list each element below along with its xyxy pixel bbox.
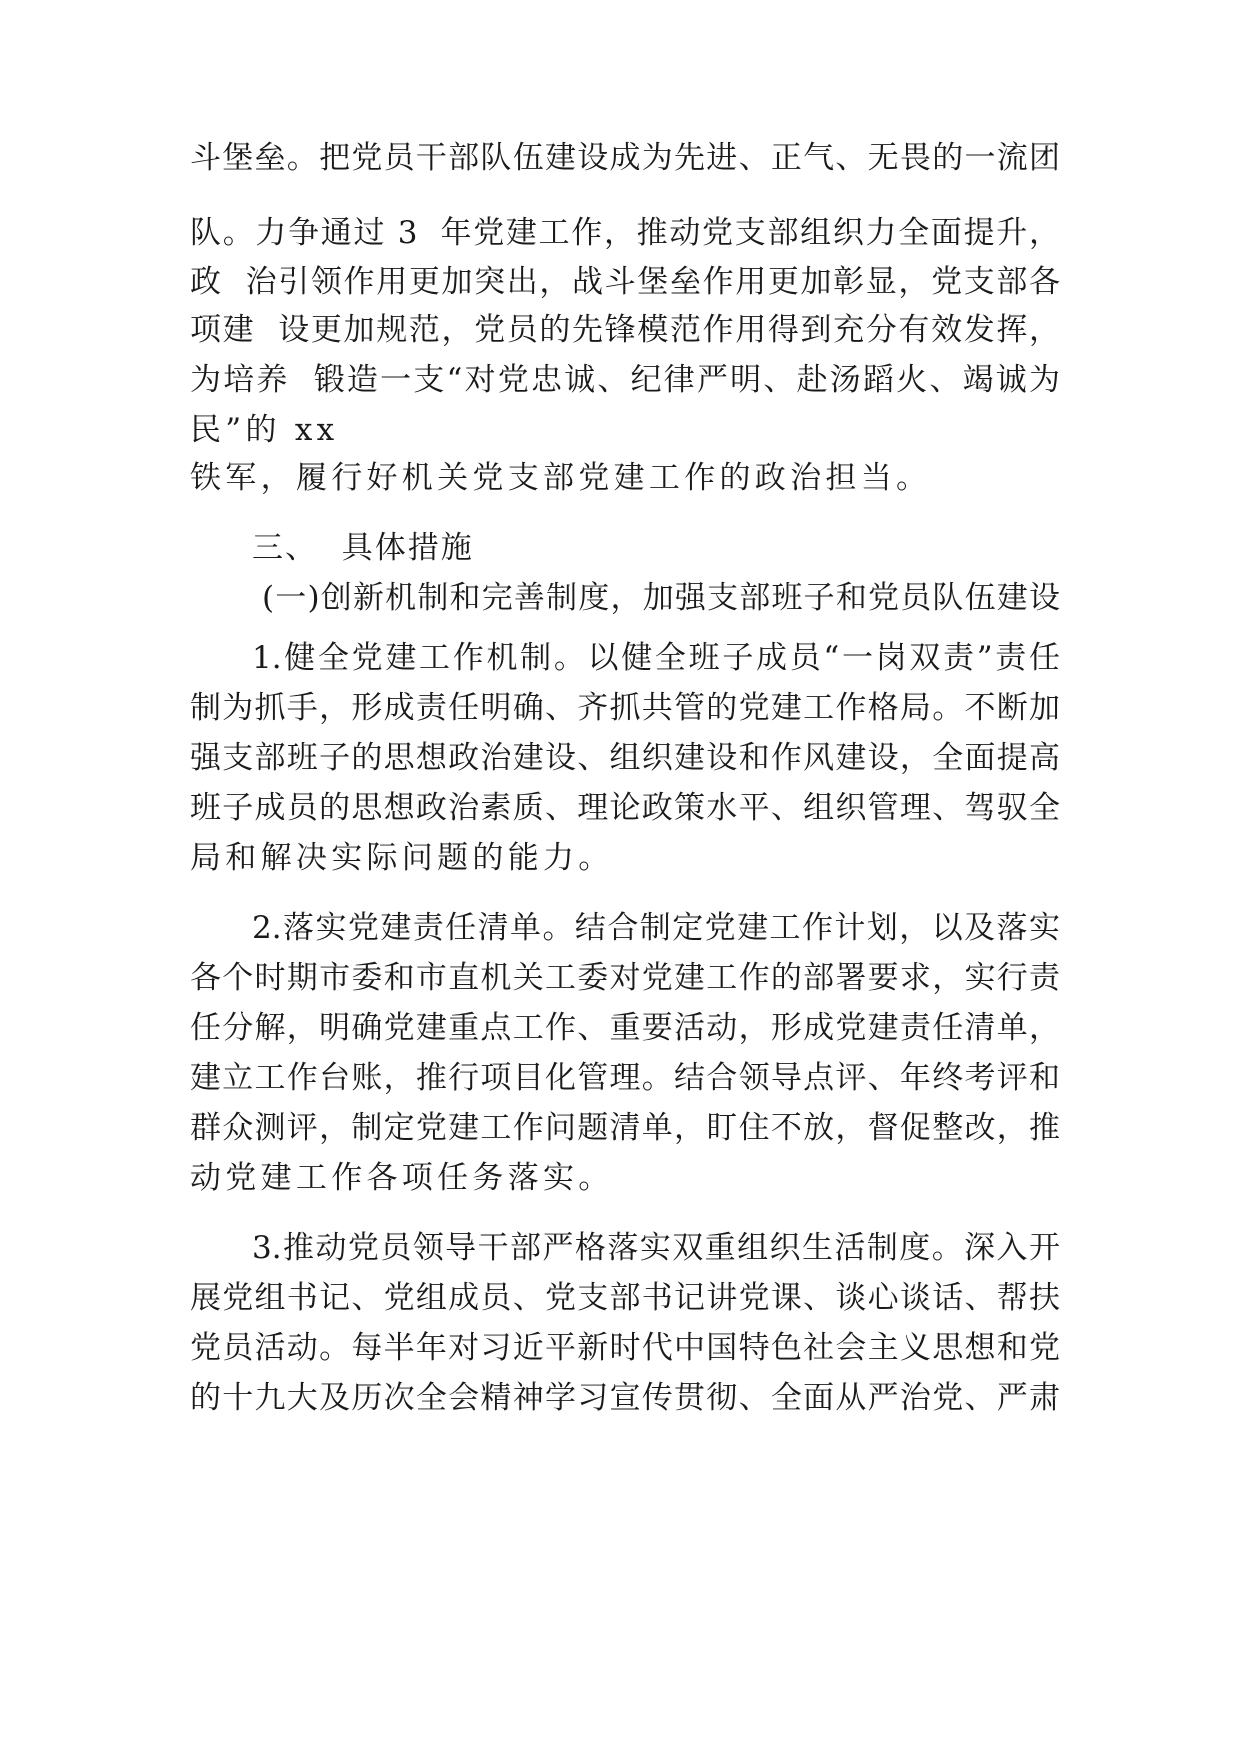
text-line: 为培养 锻造一支“对党忠诚、纪律严明、赴汤蹈火、竭诚为 — [190, 362, 1060, 398]
text-line: 项建 设更加规范，党员的先锋模范作用得到充分有效发挥， — [190, 312, 1060, 348]
text-line: 斗堡垒。把党员干部队伍建设成为先进、正气、无畏的一流团 — [190, 140, 1060, 176]
paragraph-line: 强支部班子的思想政治建设、组织建设和作风建设，全面提高 — [190, 740, 1060, 776]
paragraph-line: 各个时期市委和市直机关工委对党建工作的部署要求，实行责 — [190, 960, 1060, 996]
paragraph-line: 任分解，明确党建重点工作、重要活动，形成党建责任清单， — [190, 1010, 1060, 1046]
paragraph-line: 党员活动。每半年对习近平新时代中国特色社会主义思想和党 — [190, 1330, 1060, 1366]
paragraph-line: 2.落实党建责任清单。结合制定党建工作计划，以及落实 — [252, 910, 1060, 946]
paragraph-line: 1.健全党建工作机制。以健全班子成员“一岗双责”责任 — [252, 640, 1060, 676]
paragraph-line: 制为抓手，形成责任明确、齐抓共管的党建工作格局。不断加 — [190, 690, 1060, 726]
text-line: 政 治引领作用更加突出，战斗堡垒作用更加彰显，党支部各 — [190, 264, 1060, 300]
paragraph-line: 群众测评，制定党建工作问题清单，盯住不放，督促整改，推 — [190, 1110, 1060, 1146]
text-line: 队。力争通过 3 年党建工作，推动党支部组织力全面提升， — [190, 215, 1060, 251]
paragraph-line: 班子成员的思想政治素质、理论政策水平、组织管理、驾驭全 — [190, 790, 1060, 826]
subsection-heading: (一)创新机制和完善制度，加强支部班子和党员队伍建设 — [262, 580, 1060, 616]
paragraph-line: 建立工作台账，推行项目化管理。结合领导点评、年终考评和 — [190, 1060, 1060, 1096]
paragraph-line: 动党建工作各项任务落实。 — [190, 1160, 614, 1196]
text-line: 铁军，履行好机关党支部党建工作的政治担当。 — [190, 460, 932, 496]
paragraph-line: 展党组书记、党组成员、党支部书记讲党课、谈心谈话、帮扶 — [190, 1280, 1060, 1316]
paragraph-line: 3.推动党员领导干部严格落实双重组织生活制度。深入开 — [252, 1230, 1060, 1266]
section-heading: 三、 具体措施 — [252, 530, 474, 566]
text-line: 民”的 xx — [190, 412, 339, 448]
paragraph-line: 的十九大及历次全会精神学习宣传贯彻、全面从严治党、严肃 — [190, 1380, 1060, 1416]
paragraph-line: 局和解决实际问题的能力。 — [190, 840, 614, 876]
